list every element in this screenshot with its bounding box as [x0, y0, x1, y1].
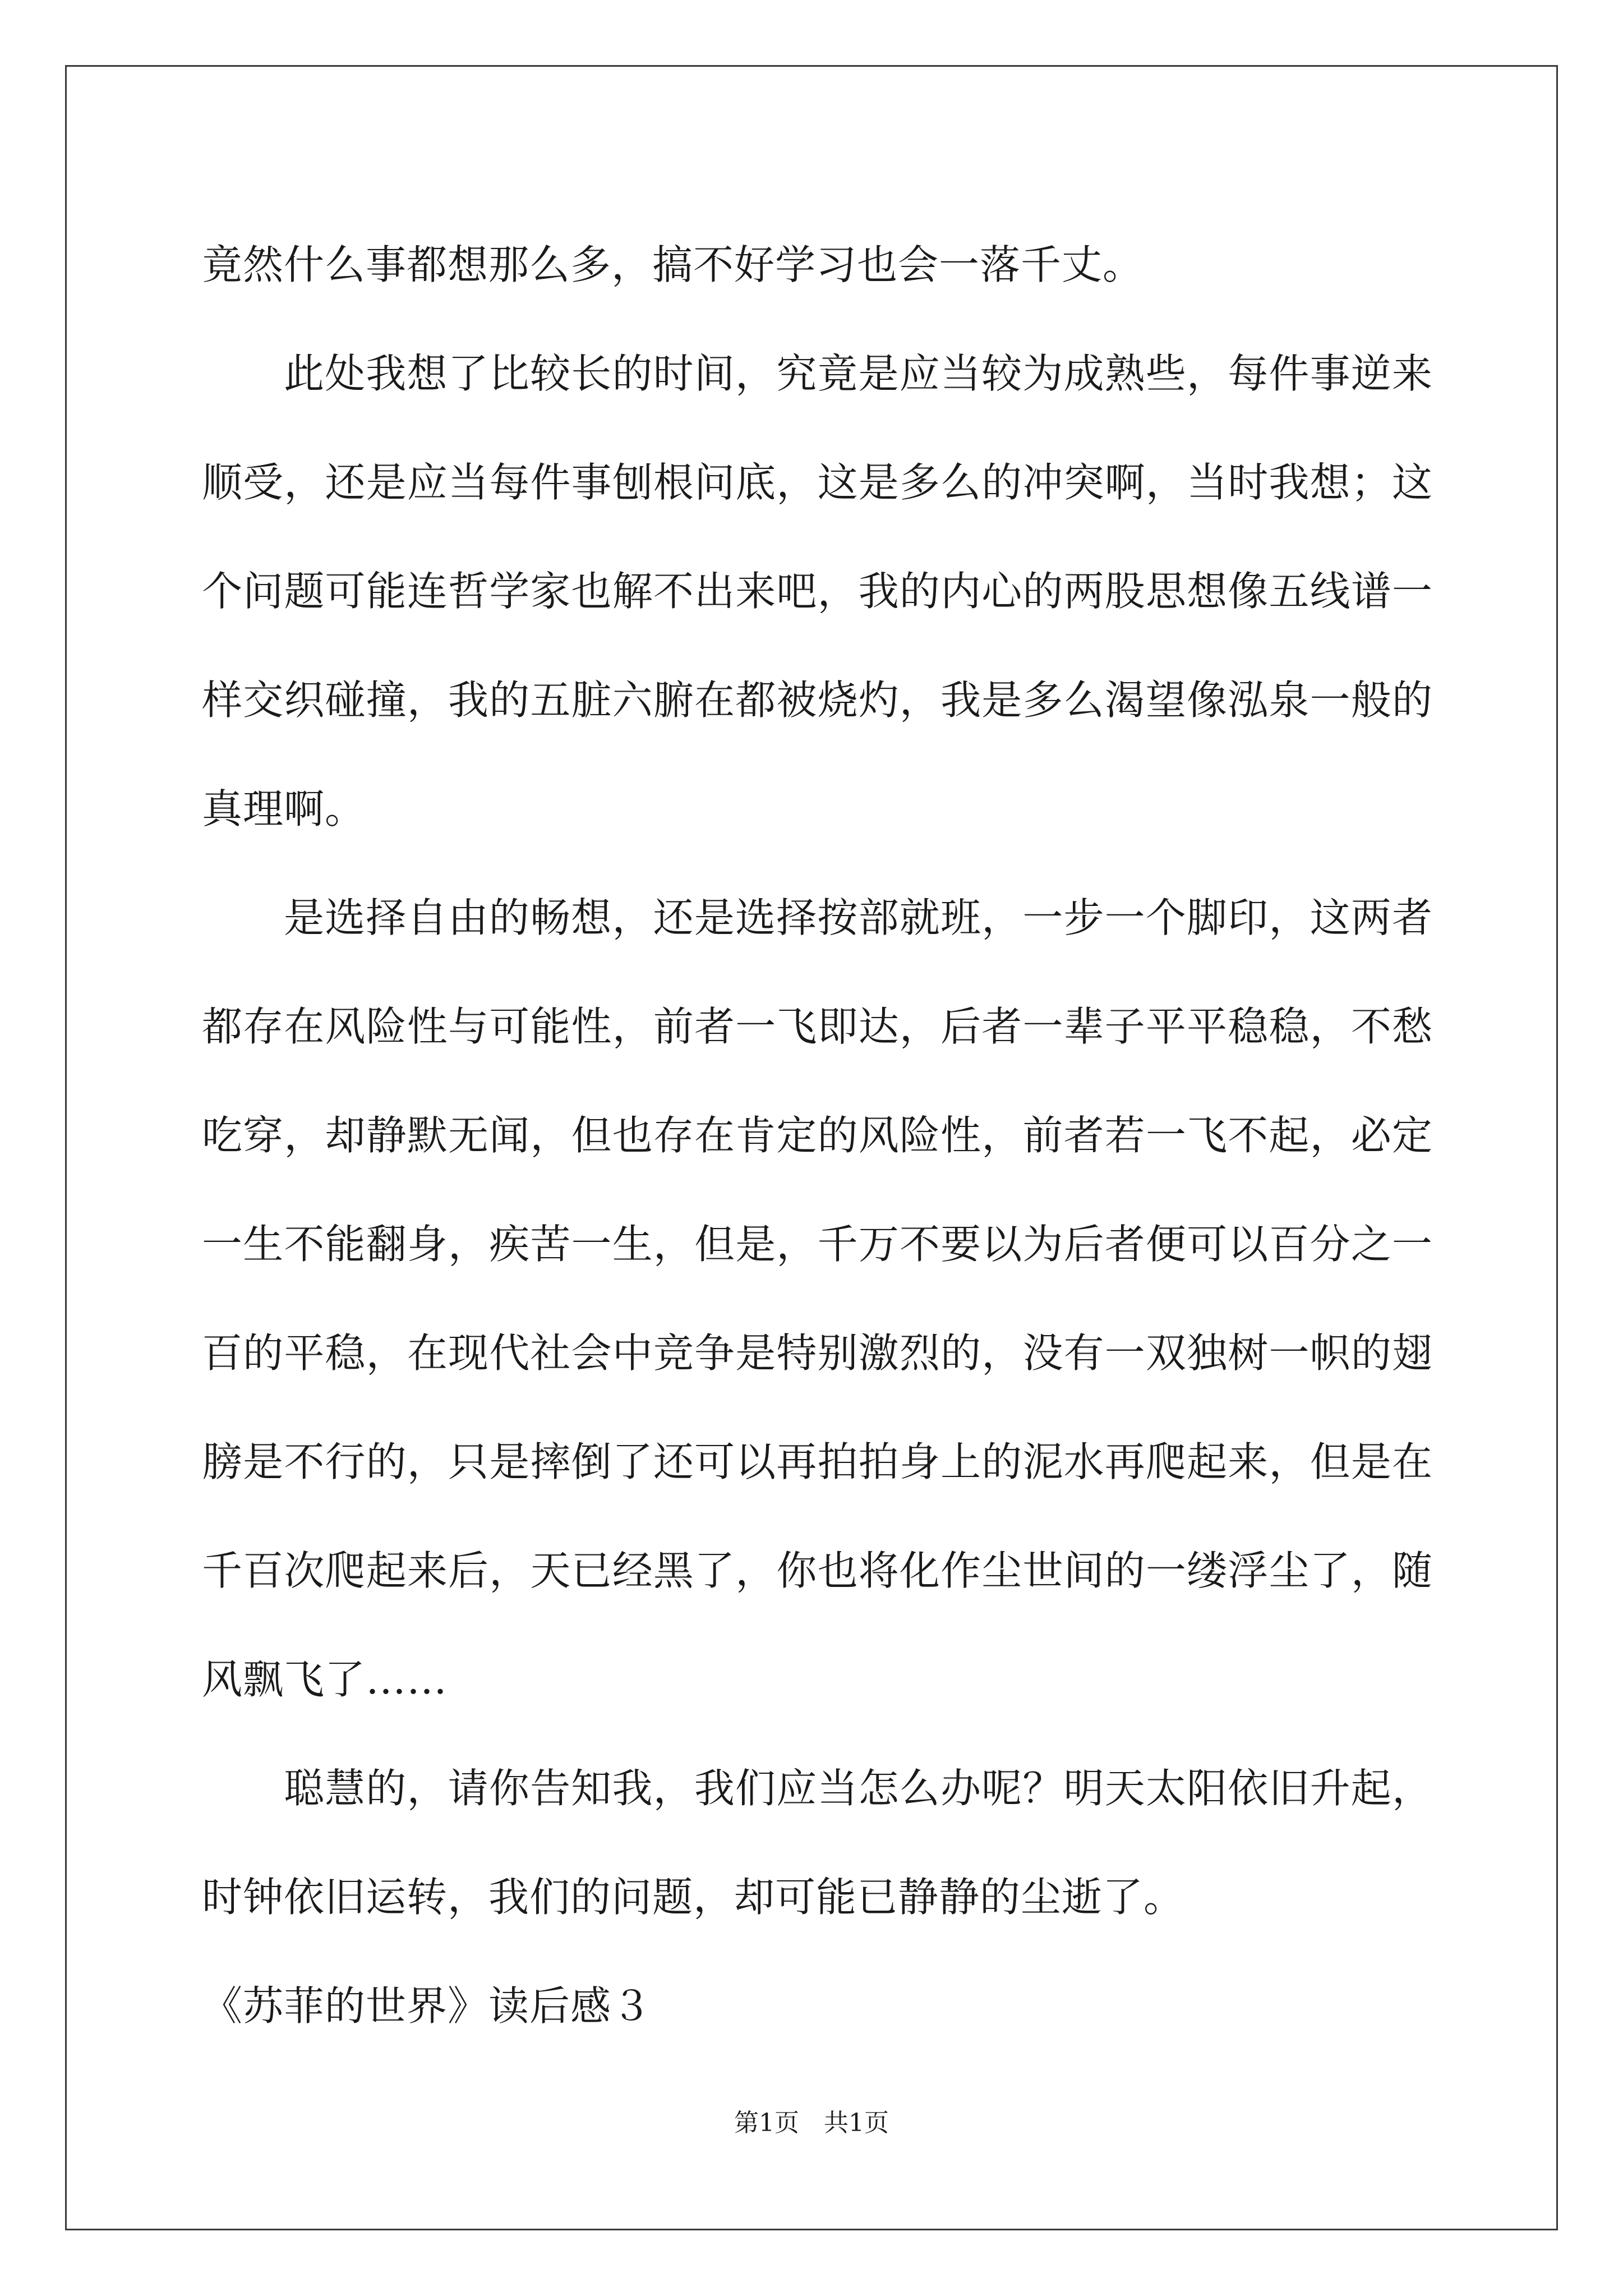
section-heading: 《苏菲的世界》读后感３	[202, 1982, 653, 2030]
page-number-label: 第1页 共1页	[734, 2109, 889, 2137]
paragraph-4: 聪慧的，请你告知我，我们应当怎么办呢？明天太阳依旧升起，时钟依旧运转，我们的问题，却可能已静静的尘逝了。	[202, 1765, 1433, 1921]
page-footer	[0, 2106, 1623, 2140]
paragraph-1: 竟然什么事都想那么多，搞不好学习也会一落千丈。	[202, 241, 1144, 288]
paragraph-2: 此处我想了比较长的时间，究竟是应当较为成熟些，每件事逆来顺受，还是应当每件事刨根问底，这是多么的冲突啊，当时我想；这个问题可能连哲学家也解不出来吧，我的内心的两股思想像五线谱一样交织碰撞，我的五脏六腑在都被烧灼，我是多么渴望像泓泉一般的真理啊。	[202, 350, 1433, 832]
paragraph-3: 是选择自由的畅想，还是选择按部就班，一步一个脚印，这两者都存在风险性与可能性，前者一飞即达，后者一辈子平平稳稳，不愁吃穿，却静默无闻，但也存在肯定的风险性，前者若一飞不起，必定一生不能翻身，疾苦一生，但是，千万不要以为后者便可以百分之一百的平稳，在现代社会中竞争是特别激烈的，没有一双独树一帜的翅膀是不行的，只是摔倒了还可以再拍拍身上的泥水再爬起来，但是在千百次爬起来后，天已经黑了，你也将化作尘世间的一缕浮尘了，随风飘飞了……	[202, 894, 1433, 1703]
document-body	[202, 210, 1433, 2060]
